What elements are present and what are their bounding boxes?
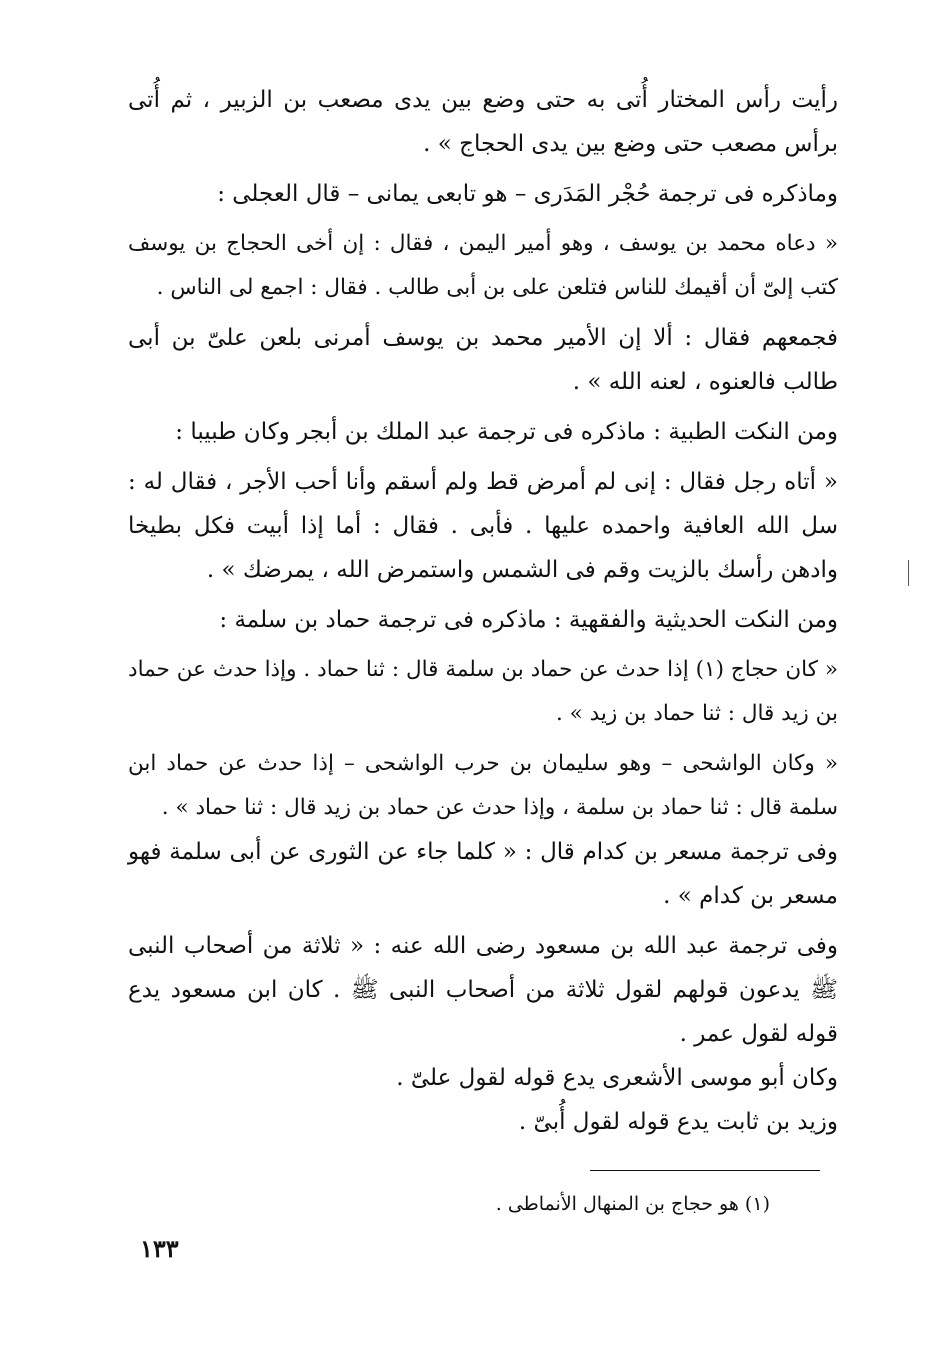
paragraph-zayd: وزيد بن ثابت يدع قوله لقول أُبىّ . [518, 1109, 838, 1135]
footnote: (١) هو حجاج بن المنهال الأنماطى . [495, 1193, 770, 1215]
paragraph-hujr-cursing: فجمعهم فقال : ألا إن الأمير محمد بن يوسف أمرنى بلعن علىّ بن أبى طالب فالعنوه ، لعنه الله » . [128, 325, 838, 395]
paragraph-hadith-intro: ومن النكت الحديثية والفقهية : ماذكره فى ترجمة حماد بن سلمة : [219, 607, 838, 633]
paragraph-medical-intro: ومن النكت الطبية : ماذكره فى ترجمة عبد الملك بن أبجر وكان طبيبا : [175, 419, 838, 445]
paragraph-misar: وفى ترجمة مسعر بن كدام قال : « كلما جاء عن الثورى عن أبى سلمة فهو مسعر بن كدام » . [128, 839, 838, 909]
paragraph-mukhtar-head: رأيت رأس المختار أُتى به حتى وضع بين يدى مصعب بن الزبير ، ثم أُتى برأس مصعب حتى وضع بين يدى الحجاج » . [128, 87, 838, 157]
paragraph-hammad-quote: « كان حجاج (١) إذا حدث عن حماد بن سلمة قال : ثنا حماد . وإذا حدث عن حماد بن زيد قال : ثنا حماد بن زيد » . [128, 657, 839, 726]
paragraph-hujr-quote: « دعاه محمد بن يوسف ، وهو أمير اليمن ، فقال : إن أخى الحجاج بن يوسف كتب إلىّ أن أقيمك للناس فتلعن على بن أبى طالب . فقال : اجمع لى الناس . [128, 231, 838, 300]
paragraph-hujr-intro: وماذكره فى ترجمة حُجْر المَدَرى – هو تابعى يمانى – قال العجلى : [217, 181, 838, 207]
margin-mark [908, 560, 909, 586]
paragraph-washhi-quote: « وكان الواشحى – وهو سليمان بن حرب الواشحى – إذا حدث عن حماد ابن سلمة قال : ثنا حماد بن سلمة ، وإذا حدث عن حماد بن زيد قال : ثنا حماد » . [128, 751, 838, 820]
paragraph-medical-quote: « أتاه رجل فقال : إنى لم أمرض قط ولم أسقم وأنا أحب الأجر ، فقال له : سل الله العافية واحمده عليها . فأبى . فقال : أما إذا أبيت فكل بطيخا وادهن رأسك بالزيت وقم فى الشمس واستمرض الله ، يمرضك » . [128, 469, 838, 583]
paragraph-abu-musa: وكان أبو موسى الأشعرى يدع قوله لقول علىّ . [396, 1065, 838, 1091]
main-text [128, 78, 838, 1144]
footnote-divider [590, 1170, 820, 1171]
paragraph-ibn-masud: وفى ترجمة عبد الله بن مسعود رضى الله عنه : « ثلاثة من أصحاب النبى ﷺ يدعون قولهم لقول ثلاثة من أصحاب النبى ﷺ . كان ابن مسعود يدع قوله لقول عمر . [128, 933, 838, 1047]
page-number: ١٣٣ [140, 1234, 179, 1263]
